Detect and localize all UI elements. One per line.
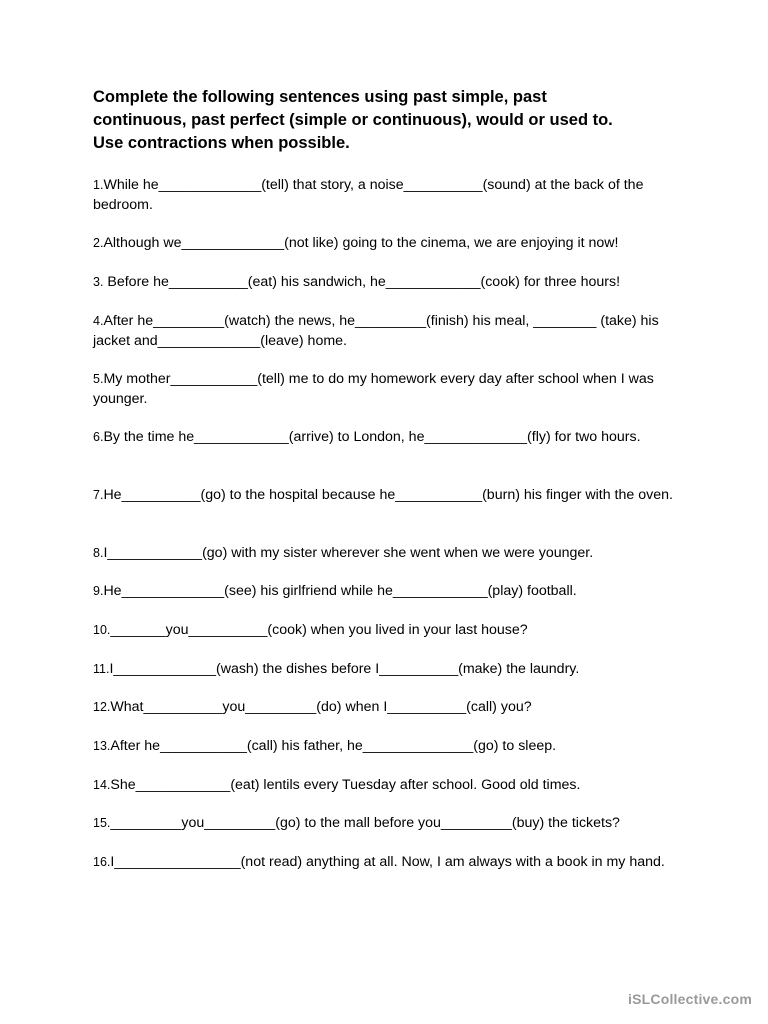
- exercise-number: 16.: [93, 855, 111, 869]
- exercise-number: 2.: [93, 236, 104, 250]
- exercise-item: [93, 581, 683, 601]
- exercise-sentence: While he_____________(tell) that story, a noise__________(sound) at the back of the bedroom.: [93, 177, 644, 213]
- exercise-number: 7.: [93, 488, 104, 502]
- exercise-sentence: I________________(not read) anything at all. Now, I am always with a book in my hand.: [110, 854, 665, 870]
- exercise-item: [93, 543, 683, 563]
- exercise-number: 10.: [93, 623, 111, 637]
- exercise-item: [93, 697, 683, 717]
- exercise-item: [93, 311, 683, 351]
- instructions-heading: [93, 86, 693, 155]
- exercise-number: 15.: [93, 816, 111, 830]
- exercise-item: [93, 659, 683, 679]
- exercise-item: [93, 233, 683, 253]
- exercise-sentence: _______you__________(cook) when you lived in your last house?: [110, 622, 528, 638]
- exercise-number: 9.: [93, 584, 104, 598]
- exercise-item: [93, 175, 683, 215]
- instructions-line-3: Use contractions when possible.: [93, 134, 350, 152]
- exercise-number: 12.: [93, 700, 111, 714]
- exercise-number: 11.: [93, 662, 110, 676]
- exercise-sentence: He_____________(see) his girlfriend while he____________(play) football.: [103, 583, 577, 599]
- exercise-number: 1.: [93, 178, 104, 192]
- exercise-item: [93, 272, 683, 292]
- exercise-number: 4.: [93, 314, 104, 328]
- exercise-sentence: He__________(go) to the hospital because he___________(burn) his finger with the oven.: [103, 487, 673, 503]
- exercise-sentence: _________you_________(go) to the mall before you_________(buy) the tickets?: [110, 815, 620, 831]
- exercise-sentence: I_____________(wash) the dishes before I__________(make) the laundry.: [109, 661, 580, 677]
- exercise-item: [93, 813, 683, 833]
- exercise-item: [93, 620, 683, 640]
- exercise-item: [93, 852, 683, 872]
- watermark-logo: iSLCollective.com: [628, 991, 752, 1007]
- exercise-sentence: After he___________(call) his father, he______________(go) to sleep.: [110, 738, 557, 754]
- exercise-sentence: Before he__________(eat) his sandwich, he____________(cook) for three hours!: [103, 274, 621, 290]
- exercise-sentence: Although we_____________(not like) going to the cinema, we are enjoying it now!: [103, 235, 619, 251]
- instructions-line-1: Complete the following sentences using past simple, past: [93, 88, 547, 106]
- exercise-number: 8.: [93, 546, 104, 560]
- exercise-number: 13.: [93, 739, 111, 753]
- exercise-number: 5.: [93, 372, 104, 386]
- exercise-sentence: I____________(go) with my sister wherever she went when we were younger.: [103, 545, 594, 561]
- exercise-sentence: My mother___________(tell) me to do my homework every day after school when I was younger.: [93, 371, 654, 407]
- exercise-sentence: What__________you_________(do) when I__________(call) you?: [110, 699, 532, 715]
- exercise-item: [93, 369, 683, 409]
- exercise-sentence: She____________(eat) lentils every Tuesday after school. Good old times.: [110, 777, 581, 793]
- exercise-item: [93, 775, 683, 795]
- exercise-number: 6.: [93, 430, 104, 444]
- exercise-item: [93, 736, 683, 756]
- exercise-number: 14.: [93, 778, 111, 792]
- exercise-number: 3.: [93, 275, 104, 289]
- exercise-sentence: After he_________(watch) the news, he_________(finish) his meal, ________ (take) his jacket and_____________(leave) home.: [93, 313, 659, 349]
- instructions-line-2: continuous, past perfect (simple or continuous), would or used to.: [93, 111, 613, 129]
- exercise-sentence: By the time he____________(arrive) to London, he_____________(fly) for two hours.: [103, 429, 641, 445]
- exercise-item: [93, 485, 683, 505]
- exercise-item: [93, 427, 683, 447]
